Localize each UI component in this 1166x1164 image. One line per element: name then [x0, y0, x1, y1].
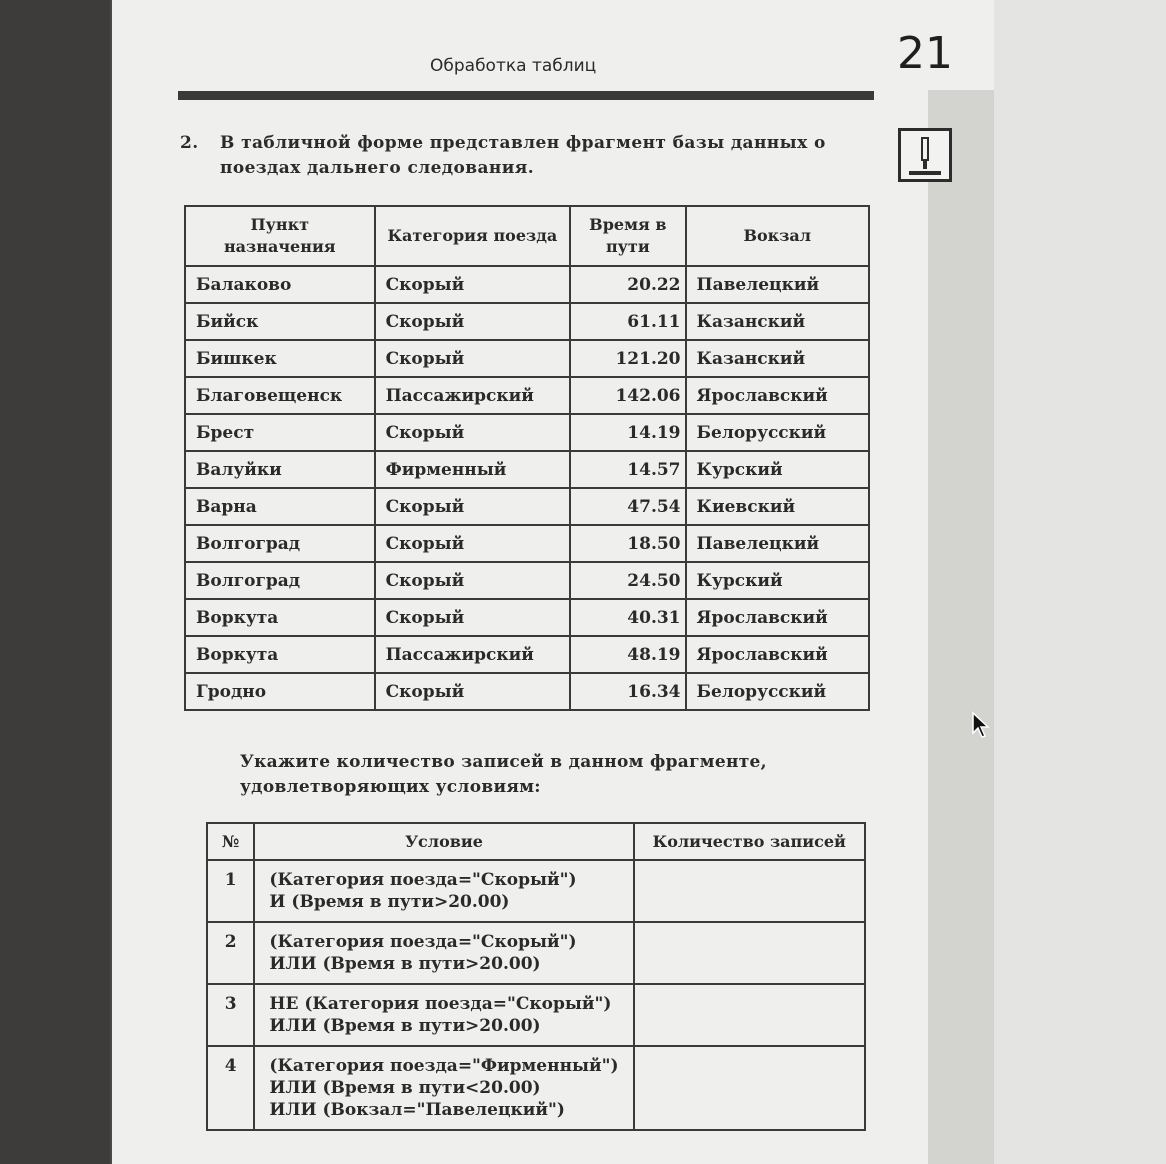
category-cell: Скорый	[375, 266, 571, 303]
station-cell: Ярославский	[686, 377, 869, 414]
monitor-bezel-right	[990, 0, 1166, 1164]
category-cell: Фирменный	[375, 451, 571, 488]
destination-cell: Воркута	[185, 599, 375, 636]
category-cell: Скорый	[375, 599, 571, 636]
condition-line: (Категория поезда="Фирменный")	[269, 1056, 619, 1076]
table-row	[185, 303, 869, 340]
running-head: Обработка таблиц	[430, 56, 597, 76]
destination-cell: Воркута	[185, 636, 375, 673]
travel-time-cell: 24.50	[570, 562, 685, 599]
column-header: Количество записей	[634, 823, 865, 860]
question-text: Укажите количество записей в данном фрагменте, удовлетворяющих условиям:	[240, 752, 767, 797]
table-row	[185, 266, 869, 303]
category-cell: Скорый	[375, 303, 571, 340]
destination-cell: Валуйки	[185, 451, 375, 488]
page-number: 21	[897, 28, 953, 79]
table-row	[185, 636, 869, 673]
station-cell: Казанский	[686, 340, 869, 377]
task-number: 2.	[180, 133, 199, 153]
station-cell: Ярославский	[686, 599, 869, 636]
destination-cell: Балаково	[185, 266, 375, 303]
travel-time-cell: 14.19	[570, 414, 685, 451]
travel-time-cell: 18.50	[570, 525, 685, 562]
monitor-bezel-left	[0, 0, 110, 1164]
answer-count-cell[interactable]	[634, 984, 865, 1046]
destination-cell: Волгоград	[185, 525, 375, 562]
travel-time-cell: 14.57	[570, 451, 685, 488]
category-cell: Скорый	[375, 414, 571, 451]
condition-cell	[254, 860, 633, 922]
column-header: Категория поезда	[375, 206, 571, 266]
destination-cell: Брест	[185, 414, 375, 451]
destination-cell: Волгоград	[185, 562, 375, 599]
category-cell: Скорый	[375, 562, 571, 599]
travel-time-cell: 142.06	[570, 377, 685, 414]
station-cell: Киевский	[686, 488, 869, 525]
condition-line: ИЛИ (Время в пути>20.00)	[269, 1016, 541, 1036]
task-text: В табличной форме представлен фрагмент базы данных о поездах дальнего следования.	[220, 133, 826, 178]
table-row	[207, 1046, 865, 1130]
travel-time-cell: 20.22	[570, 266, 685, 303]
travel-time-cell: 48.19	[570, 636, 685, 673]
category-cell: Скорый	[375, 673, 571, 710]
condition-cell	[254, 1046, 633, 1130]
condition-number-cell: 3	[207, 984, 254, 1046]
condition-cell	[254, 984, 633, 1046]
station-cell: Курский	[686, 562, 869, 599]
category-cell: Скорый	[375, 488, 571, 525]
condition-line: (Категория поезда="Скорый")	[269, 870, 577, 890]
practice-icon	[898, 128, 952, 182]
condition-line: (Категория поезда="Скорый")	[269, 932, 577, 952]
table-row	[185, 451, 869, 488]
column-header: Пункт назначения	[185, 206, 375, 266]
category-cell: Скорый	[375, 340, 571, 377]
page-margin-band	[928, 90, 994, 1164]
station-cell: Павелецкий	[686, 266, 869, 303]
table-row	[185, 377, 869, 414]
header-rule	[178, 91, 874, 100]
mouse-pointer-icon	[972, 712, 992, 740]
travel-time-cell: 47.54	[570, 488, 685, 525]
table-row	[185, 562, 869, 599]
destination-cell: Бийск	[185, 303, 375, 340]
table-row	[185, 525, 869, 562]
table-row	[207, 922, 865, 984]
travel-time-cell: 40.31	[570, 599, 685, 636]
table-header-row	[185, 206, 869, 266]
condition-line: И (Время в пути>20.00)	[269, 892, 510, 912]
station-cell: Белорусский	[686, 414, 869, 451]
destination-cell: Варна	[185, 488, 375, 525]
condition-line: ИЛИ (Время в пути<20.00)	[269, 1078, 541, 1098]
table-row	[185, 673, 869, 710]
station-cell: Белорусский	[686, 673, 869, 710]
table-row	[185, 414, 869, 451]
category-cell: Пассажирский	[375, 636, 571, 673]
station-cell: Курский	[686, 451, 869, 488]
travel-time-cell: 61.11	[570, 303, 685, 340]
table-row	[207, 860, 865, 922]
condition-line: НЕ (Категория поезда="Скорый")	[269, 994, 612, 1014]
table-row	[185, 340, 869, 377]
category-cell: Пассажирский	[375, 377, 571, 414]
condition-line: ИЛИ (Вокзал="Павелецкий")	[269, 1100, 565, 1120]
destination-cell: Бишкек	[185, 340, 375, 377]
table-row	[185, 488, 869, 525]
condition-number-cell: 2	[207, 922, 254, 984]
table-row	[185, 599, 869, 636]
condition-line: ИЛИ (Время в пути>20.00)	[269, 954, 541, 974]
station-cell: Ярославский	[686, 636, 869, 673]
destination-cell: Благовещенск	[185, 377, 375, 414]
condition-number-cell: 1	[207, 860, 254, 922]
table-header-row	[207, 823, 865, 860]
condition-cell	[254, 922, 633, 984]
table-row	[207, 984, 865, 1046]
condition-number-cell: 4	[207, 1046, 254, 1130]
station-cell: Павелецкий	[686, 525, 869, 562]
station-cell: Казанский	[686, 303, 869, 340]
trains-table	[184, 205, 870, 711]
travel-time-cell: 121.20	[570, 340, 685, 377]
destination-cell: Гродно	[185, 673, 375, 710]
column-header: №	[207, 823, 254, 860]
column-header: Вокзал	[686, 206, 869, 266]
conditions-table	[206, 822, 866, 1131]
answer-count-cell[interactable]	[634, 922, 865, 984]
column-header: Время в пути	[570, 206, 685, 266]
category-cell: Скорый	[375, 525, 571, 562]
column-header: Условие	[254, 823, 633, 860]
answer-count-cell[interactable]	[634, 860, 865, 922]
travel-time-cell: 16.34	[570, 673, 685, 710]
answer-count-cell[interactable]	[634, 1046, 865, 1130]
